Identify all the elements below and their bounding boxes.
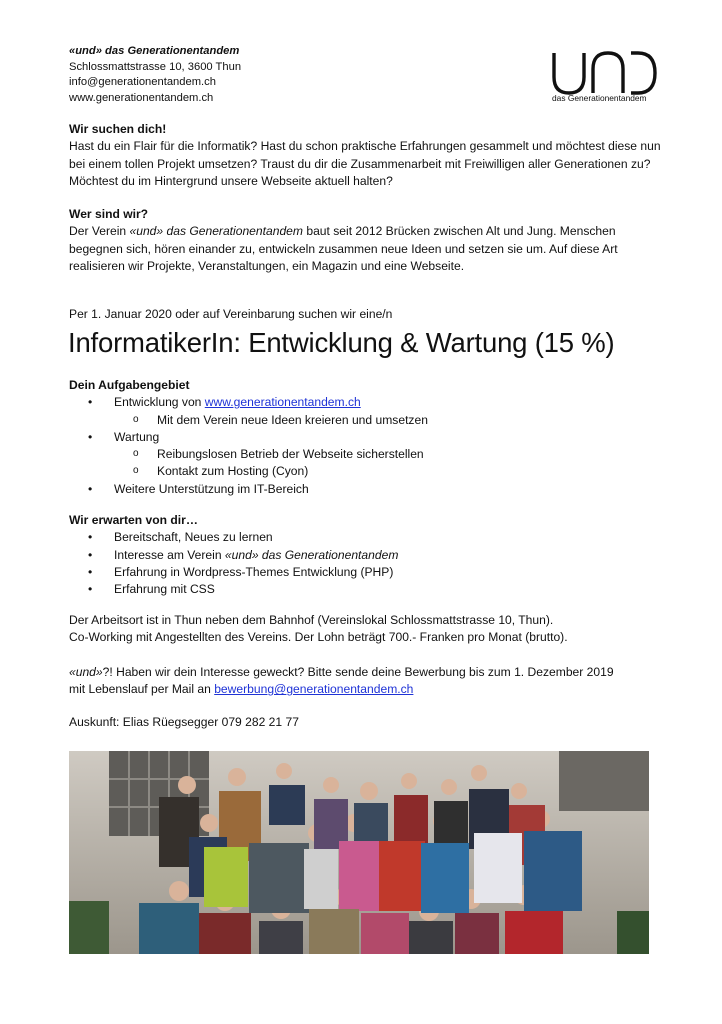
intro-heading: Wir suchen dich!: [69, 122, 167, 136]
intro-text: Hast du ein Flair für die Informatik? Hast du schon praktische Erfahrungen gesammelt und möchtest diese nun bei einem tollen Projekt umsetzen? Traust du dir die Zusammenarbeit mit Freiwilligen aller Generationen zu? Möchtest du im Hintergrund unsere Webseite aktuell halten?: [69, 139, 661, 188]
list-item: • Bereitschaft, Neues zu lernen: [69, 529, 669, 546]
list-item: • Wartung o Reibungslosen Betrieb der Webseite sicherstellen o Kontakt zum Hosting (Cyon): [69, 429, 669, 481]
tasks-list: [69, 394, 669, 498]
list-item: • Entwicklung von www.generationentandem.ch o Mit dem Verein neue Ideen kreieren und umsetzen: [69, 394, 669, 429]
list-subitem: o Kontakt zum Hosting (Cyon): [69, 463, 669, 480]
website-link[interactable]: www.generationentandem.ch: [204, 395, 361, 410]
offer-line: Per 1. Januar 2020 oder auf Vereinbarung suchen wir eine/n: [69, 307, 393, 321]
list-subitem: o Reibungslosen Betrieb der Webseite sicherstellen: [69, 446, 669, 463]
sender-address: [69, 44, 241, 106]
contact-line: Auskunft: Elias Rüegsegger 079 282 21 77: [69, 715, 299, 729]
about-heading: Wer sind wir?: [69, 207, 149, 221]
work-line-2: Co-Working mit Angestellten des Vereins. Der Lohn beträgt 700.- Franken pro Monat (brutto).: [69, 630, 568, 645]
intro-section: [69, 121, 669, 190]
application-email-link[interactable]: bewerbung@generationentandem.ch: [214, 682, 414, 697]
org-email: info@generationentandem.ch: [69, 76, 216, 89]
job-title: InformatikerIn: Entwicklung & Wartung (15 %): [68, 327, 615, 358]
list-item: • Erfahrung in Wordpress-Themes Entwicklung (PHP): [69, 564, 669, 581]
apply-section: «und»?! Haben wir dein Interesse geweckt? Bitte sende deine Bewerbung bis zum 1. Dezember 2019 mit Lebenslauf per Mail an bewerbung@generationentandem.ch: [69, 665, 614, 697]
expect-list: [69, 529, 669, 598]
list-item: • Interesse am Verein «und» das Generationentandem: [69, 547, 669, 564]
tasks-section: [69, 377, 669, 498]
org-web: www.generationentandem.ch: [69, 91, 214, 104]
expect-section: [69, 512, 669, 598]
tasks-heading: Dein Aufgabengebiet: [69, 378, 190, 392]
about-section: [69, 206, 669, 275]
work-section: [69, 612, 669, 647]
about-text: Der Verein «und» das Generationentandem baut seit 2012 Brücken zwischen Alt und Jung. Menschen begegnen sich, hören einander zu, entwickeln zusammen neue Ideen und setzen sie um. Auf diese Art realisieren wir Projekte, Veranstaltungen, ein Magazin und eine Webseite.: [69, 224, 618, 273]
org-street: Schlossmattstrasse 10, 3600 Thun: [69, 60, 242, 73]
work-line-1: Der Arbeitsort ist in Thun neben dem Bahnhof (Vereinslokal Schlossmattstrasse 10, Thun).: [69, 613, 554, 627]
list-item: • Erfahrung mit CSS: [69, 581, 669, 598]
logo-subtitle: das Generationentandem: [552, 93, 647, 103]
list-subitem: o Mit dem Verein neue Ideen kreieren und umsetzen: [69, 412, 669, 429]
expect-heading: Wir erwarten von dir…: [69, 513, 198, 527]
org-name: «und» das Generationentandem: [69, 45, 240, 57]
group-photo: [69, 751, 649, 954]
list-item: • Weitere Unterstützung im IT-Bereich: [69, 481, 669, 498]
